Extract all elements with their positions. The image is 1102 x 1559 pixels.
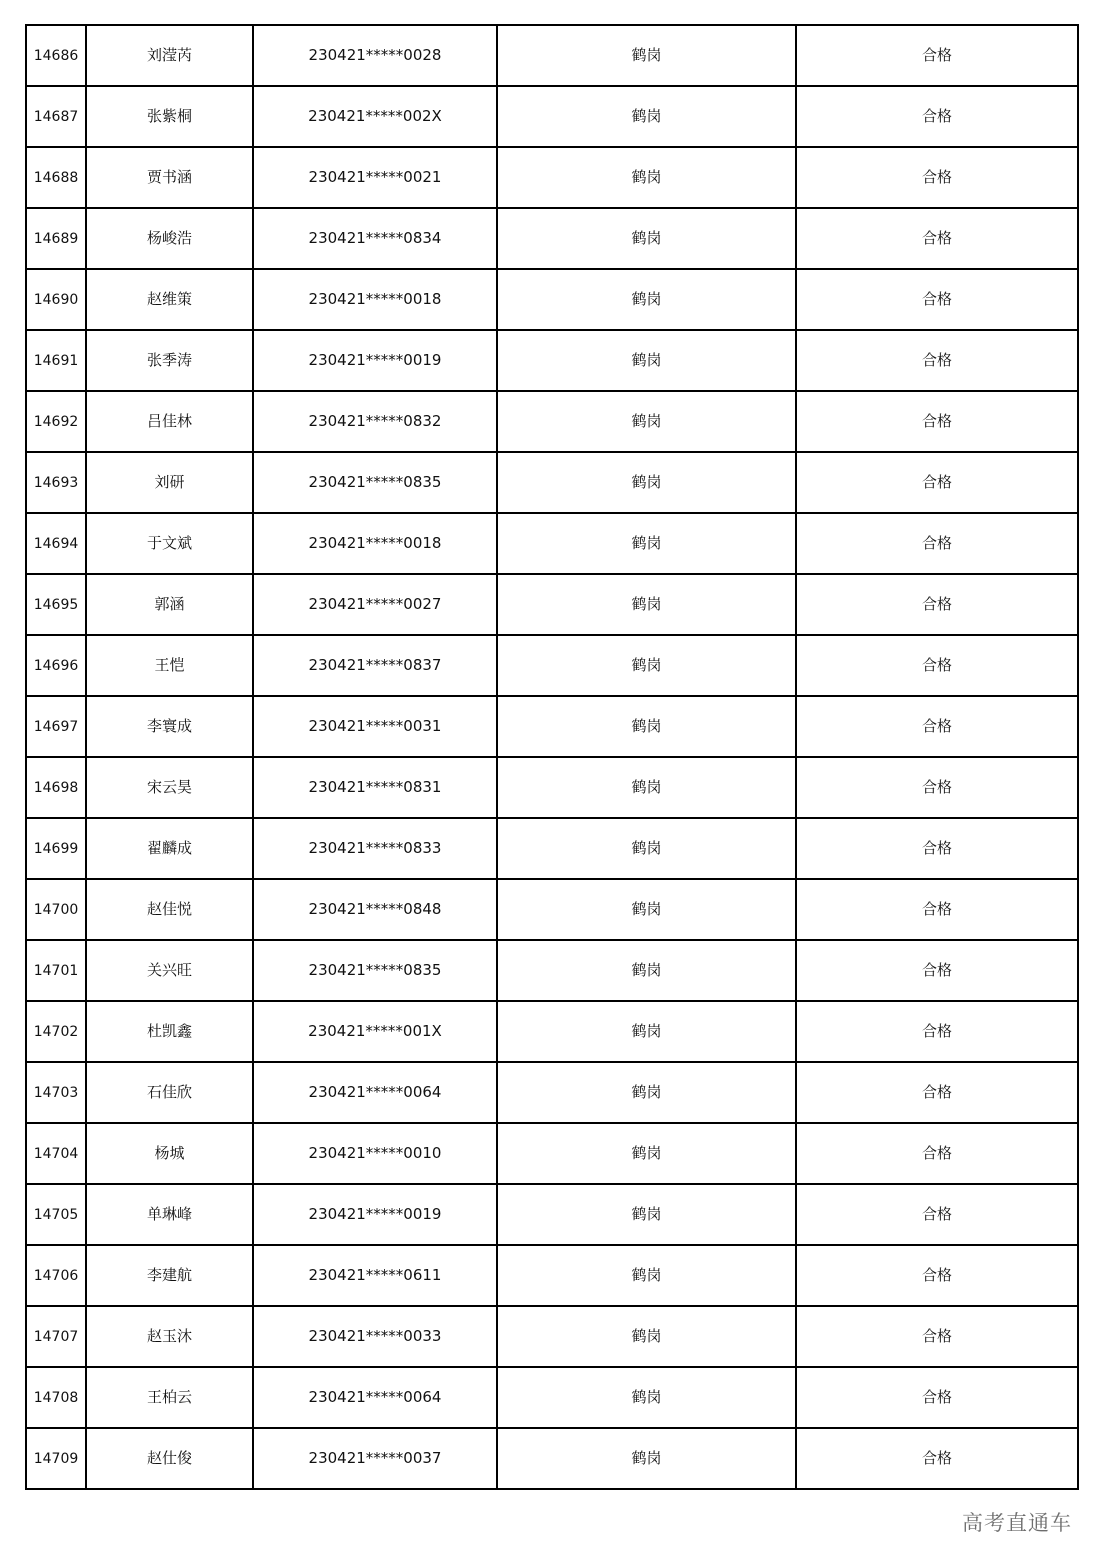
cell-id-number: 230421*****0033 <box>253 1306 497 1367</box>
cell-sequence-number: 14707 <box>26 1306 86 1367</box>
cell-location: 鹤岗 <box>497 330 796 391</box>
cell-id-number: 230421*****0832 <box>253 391 497 452</box>
cell-name: 宋云昊 <box>86 757 253 818</box>
cell-id-number: 230421*****001X <box>253 1001 497 1062</box>
table-row <box>26 1245 1078 1306</box>
cell-location: 鹤岗 <box>497 635 796 696</box>
table-row <box>26 574 1078 635</box>
cell-id-number: 230421*****0833 <box>253 818 497 879</box>
cell-location: 鹤岗 <box>497 269 796 330</box>
cell-sequence-number: 14699 <box>26 818 86 879</box>
cell-sequence-number: 14690 <box>26 269 86 330</box>
cell-location: 鹤岗 <box>497 25 796 86</box>
cell-id-number: 230421*****0019 <box>253 330 497 391</box>
cell-sequence-number: 14687 <box>26 86 86 147</box>
cell-location: 鹤岗 <box>497 513 796 574</box>
table-row <box>26 1306 1078 1367</box>
cell-location: 鹤岗 <box>497 818 796 879</box>
cell-id-number: 230421*****0031 <box>253 696 497 757</box>
cell-id-number: 230421*****0831 <box>253 757 497 818</box>
table-row <box>26 1184 1078 1245</box>
cell-id-number: 230421*****0611 <box>253 1245 497 1306</box>
cell-name: 杜凯鑫 <box>86 1001 253 1062</box>
table-row <box>26 330 1078 391</box>
cell-name: 于文斌 <box>86 513 253 574</box>
cell-id-number: 230421*****0848 <box>253 879 497 940</box>
cell-sequence-number: 14696 <box>26 635 86 696</box>
cell-location: 鹤岗 <box>497 1306 796 1367</box>
cell-location: 鹤岗 <box>497 1123 796 1184</box>
cell-sequence-number: 14694 <box>26 513 86 574</box>
cell-result: 合格 <box>796 940 1078 1001</box>
cell-result: 合格 <box>796 269 1078 330</box>
cell-sequence-number: 14703 <box>26 1062 86 1123</box>
cell-result: 合格 <box>796 452 1078 513</box>
cell-name: 赵佳悦 <box>86 879 253 940</box>
table-row <box>26 25 1078 86</box>
cell-id-number: 230421*****0834 <box>253 208 497 269</box>
cell-name: 李建航 <box>86 1245 253 1306</box>
cell-id-number: 230421*****0010 <box>253 1123 497 1184</box>
table-row <box>26 208 1078 269</box>
cell-location: 鹤岗 <box>497 147 796 208</box>
cell-result: 合格 <box>796 147 1078 208</box>
cell-id-number: 230421*****0064 <box>253 1062 497 1123</box>
cell-name: 李寰成 <box>86 696 253 757</box>
cell-name: 翟麟成 <box>86 818 253 879</box>
cell-location: 鹤岗 <box>497 1062 796 1123</box>
results-table <box>25 24 1079 1490</box>
cell-name: 关兴旺 <box>86 940 253 1001</box>
cell-name: 王恺 <box>86 635 253 696</box>
cell-sequence-number: 14704 <box>26 1123 86 1184</box>
cell-location: 鹤岗 <box>497 696 796 757</box>
cell-result: 合格 <box>796 757 1078 818</box>
cell-result: 合格 <box>796 818 1078 879</box>
table-row <box>26 86 1078 147</box>
table-row <box>26 452 1078 513</box>
cell-sequence-number: 14708 <box>26 1367 86 1428</box>
cell-sequence-number: 14693 <box>26 452 86 513</box>
cell-result: 合格 <box>796 696 1078 757</box>
cell-id-number: 230421*****0027 <box>253 574 497 635</box>
cell-name: 贾书涵 <box>86 147 253 208</box>
cell-id-number: 230421*****0018 <box>253 513 497 574</box>
cell-sequence-number: 14695 <box>26 574 86 635</box>
cell-sequence-number: 14688 <box>26 147 86 208</box>
cell-location: 鹤岗 <box>497 1001 796 1062</box>
cell-id-number: 230421*****0028 <box>253 25 497 86</box>
cell-sequence-number: 14692 <box>26 391 86 452</box>
cell-sequence-number: 14700 <box>26 879 86 940</box>
cell-sequence-number: 14705 <box>26 1184 86 1245</box>
cell-sequence-number: 14709 <box>26 1428 86 1489</box>
cell-name: 张季涛 <box>86 330 253 391</box>
table-row <box>26 391 1078 452</box>
cell-location: 鹤岗 <box>497 391 796 452</box>
cell-sequence-number: 14691 <box>26 330 86 391</box>
cell-result: 合格 <box>796 879 1078 940</box>
table-row <box>26 269 1078 330</box>
cell-id-number: 230421*****0021 <box>253 147 497 208</box>
cell-result: 合格 <box>796 574 1078 635</box>
cell-name: 吕佳林 <box>86 391 253 452</box>
table-row <box>26 940 1078 1001</box>
cell-location: 鹤岗 <box>497 574 796 635</box>
cell-result: 合格 <box>796 635 1078 696</box>
cell-name: 刘滢芮 <box>86 25 253 86</box>
cell-result: 合格 <box>796 86 1078 147</box>
cell-name: 刘研 <box>86 452 253 513</box>
cell-sequence-number: 14697 <box>26 696 86 757</box>
cell-location: 鹤岗 <box>497 1245 796 1306</box>
cell-name: 单琳峰 <box>86 1184 253 1245</box>
cell-id-number: 230421*****0018 <box>253 269 497 330</box>
cell-name: 赵维策 <box>86 269 253 330</box>
cell-result: 合格 <box>796 1245 1078 1306</box>
cell-id-number: 230421*****0837 <box>253 635 497 696</box>
cell-id-number: 230421*****002X <box>253 86 497 147</box>
table-row <box>26 818 1078 879</box>
table-row <box>26 635 1078 696</box>
cell-id-number: 230421*****0037 <box>253 1428 497 1489</box>
cell-result: 合格 <box>796 330 1078 391</box>
watermark-text: 高考直通车 <box>960 1507 1074 1537</box>
cell-location: 鹤岗 <box>497 1367 796 1428</box>
cell-location: 鹤岗 <box>497 86 796 147</box>
cell-sequence-number: 14698 <box>26 757 86 818</box>
cell-location: 鹤岗 <box>497 452 796 513</box>
cell-sequence-number: 14701 <box>26 940 86 1001</box>
table-row <box>26 879 1078 940</box>
results-table-body <box>26 25 1078 1489</box>
cell-name: 王柏云 <box>86 1367 253 1428</box>
table-row <box>26 513 1078 574</box>
table-row <box>26 1062 1078 1123</box>
cell-id-number: 230421*****0064 <box>253 1367 497 1428</box>
cell-name: 石佳欣 <box>86 1062 253 1123</box>
cell-id-number: 230421*****0835 <box>253 452 497 513</box>
cell-sequence-number: 14706 <box>26 1245 86 1306</box>
cell-result: 合格 <box>796 1062 1078 1123</box>
cell-name: 郭涵 <box>86 574 253 635</box>
cell-location: 鹤岗 <box>497 1184 796 1245</box>
cell-location: 鹤岗 <box>497 940 796 1001</box>
cell-result: 合格 <box>796 25 1078 86</box>
cell-location: 鹤岗 <box>497 879 796 940</box>
cell-result: 合格 <box>796 1001 1078 1062</box>
cell-sequence-number: 14686 <box>26 25 86 86</box>
cell-name: 杨城 <box>86 1123 253 1184</box>
cell-result: 合格 <box>796 1367 1078 1428</box>
cell-id-number: 230421*****0019 <box>253 1184 497 1245</box>
cell-location: 鹤岗 <box>497 208 796 269</box>
table-row <box>26 1001 1078 1062</box>
table-row <box>26 147 1078 208</box>
cell-result: 合格 <box>796 1306 1078 1367</box>
cell-result: 合格 <box>796 513 1078 574</box>
cell-location: 鹤岗 <box>497 1428 796 1489</box>
table-row <box>26 1123 1078 1184</box>
table-row <box>26 1428 1078 1489</box>
cell-name: 赵玉沐 <box>86 1306 253 1367</box>
cell-result: 合格 <box>796 391 1078 452</box>
cell-id-number: 230421*****0835 <box>253 940 497 1001</box>
cell-name: 赵仕俊 <box>86 1428 253 1489</box>
cell-result: 合格 <box>796 208 1078 269</box>
cell-result: 合格 <box>796 1184 1078 1245</box>
table-row <box>26 1367 1078 1428</box>
cell-name: 杨峻浩 <box>86 208 253 269</box>
cell-name: 张紫桐 <box>86 86 253 147</box>
cell-result: 合格 <box>796 1428 1078 1489</box>
cell-sequence-number: 14702 <box>26 1001 86 1062</box>
table-row <box>26 757 1078 818</box>
cell-sequence-number: 14689 <box>26 208 86 269</box>
table-row <box>26 696 1078 757</box>
cell-result: 合格 <box>796 1123 1078 1184</box>
cell-location: 鹤岗 <box>497 757 796 818</box>
